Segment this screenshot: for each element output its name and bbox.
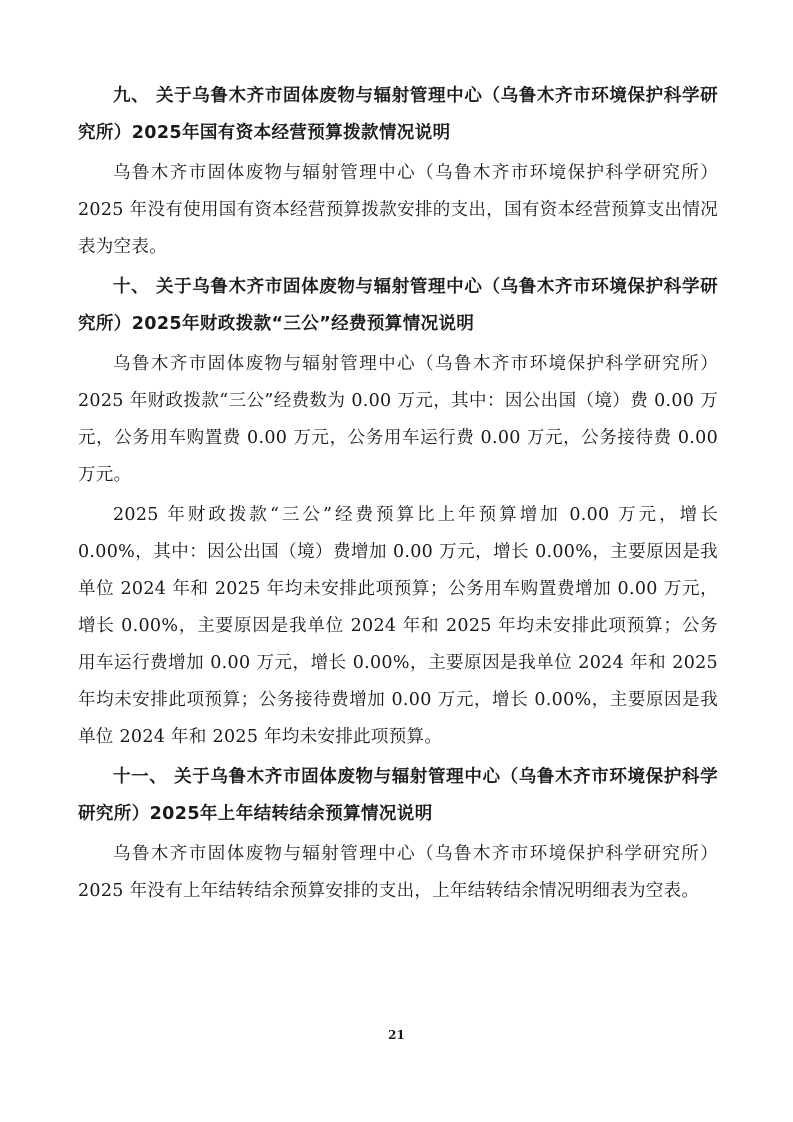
section-9-paragraph-1: 乌鲁木齐市固体废物与辐射管理中心（乌鲁木齐市环境保护科学研究所）2025 年没有使用国有资本经营预算拨款安排的支出，国有资本经营预算支出情况表为空表。 bbox=[78, 163, 718, 257]
section-10-paragraph-2: 2025 年财政拨款“三公”经费预算比上年预算增加 0.00 万元，增长 0.00%，其中：因公出国（境）费增加 0.00 万元，增长 0.00%，主要原因是我单位 2024 年和 2025 年均未安排此项预算；公务用车购置费增加 0.00 万元，增长 0.00%，主要原因是我单位 2024 年和 2025 年均未安排此项预算；公务用车运行费增加 0.00 万元，增长 0.00%，主要原因是我单位 2024 年和 2025 年均未安排此项预算；公务接待费增加 0.00 万元，增长 0.00%，主要原因是我单位 2024 年和 2025 年均未安排此项预算。 bbox=[78, 505, 718, 747]
section-10-heading: 十、 关于乌鲁木齐市固体废物与辐射管理中心（乌鲁木齐市环境保护科学研究所）2025年财政拨款“三公”经费预算情况说明 bbox=[78, 277, 718, 334]
section-11-paragraph-1: 乌鲁木齐市固体废物与辐射管理中心（乌鲁木齐市环境保护科学研究所）2025 年没有上年结转结余预算安排的支出，上年结转结余情况明细表为空表。 bbox=[78, 844, 718, 901]
section-10-paragraph-1: 乌鲁木齐市固体废物与辐射管理中心（乌鲁木齐市环境保护科学研究所）2025 年财政拨款“三公”经费数为 0.00 万元，其中：因公出国（境）费 0.00 万元，公务用车购置费 0.00 万元，公务用车运行费 0.00 万元，公务接待费 0.00 万元。 bbox=[78, 354, 718, 485]
section-11-heading: 十一、 关于乌鲁木齐市固体废物与辐射管理中心（乌鲁木齐市环境保护科学研究所）2025年上年结转结余预算情况说明 bbox=[78, 767, 718, 824]
section-9-heading: 九、 关于乌鲁木齐市固体废物与辐射管理中心（乌鲁木齐市环境保护科学研究所）2025年国有资本经营预算拨款情况说明 bbox=[78, 86, 718, 143]
page-number: 21 bbox=[388, 1028, 405, 1042]
document-body bbox=[78, 78, 718, 913]
